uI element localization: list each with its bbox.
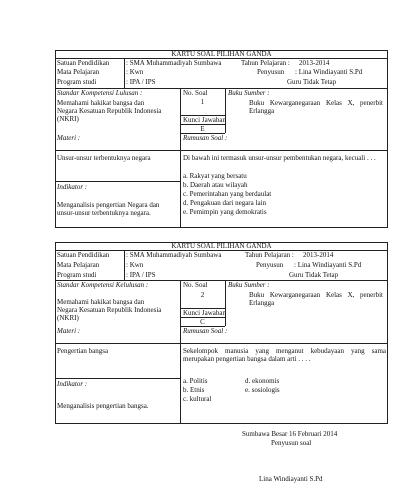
program-value: : IPA / IPS [126,271,156,279]
year-label: Tahun Pelajaran : [241,59,290,67]
teacher-role: Guru Tidak Tetap [287,78,337,86]
question-text: Sekelompok manusia yang menganut kebudayaan yang sama merupakan pengertian bangsa dalam arti . . . . [183,347,386,363]
option-item: b. Etnis [183,386,205,394]
source-text: Buku Kewarganegaraan Kelas X, penerbit Erlangga [249,291,383,307]
question-number-label: No. Soal [183,89,208,97]
school-value: : SMA Muhammadiyah Sumbawa [126,251,222,259]
option-item: c. kultural [183,395,212,403]
question-text: Di bawah ini termasuk unsur-unsur pembentukan negara, kecuali . . . [183,154,376,162]
competency-text: Memahami hakikat bangsa dan Negara Kesatuan Republik Indonesia (NKRI) [57,298,162,322]
signature-name: Lina Windiayanti S.Pd [259,475,323,483]
material-text: Unsur-unsur terbentuknya negara [57,154,151,162]
subject-value: : Kwn [126,68,144,76]
material-label: Materi : [57,327,81,335]
subject-value: : Kwn [126,261,144,269]
subject-label: Mata Pelajaran [57,261,100,269]
program-label: Program studi [57,78,97,86]
option-item: a. Politis [183,377,208,385]
option-item: b. Daerah atau wilayah [183,181,248,189]
subject-label: Mata Pelajaran [57,68,100,76]
answer-key-label: Kunci Jawaban [183,309,226,317]
school-label: Satuan Pendidikan [57,59,110,67]
competency-label: Standar Kompetensi Kelulusan : [57,281,149,289]
answer-key: C [200,318,205,326]
material-label: Materi : [57,134,81,142]
indicator-label: Indikator : [57,380,88,388]
indicator-text: Menganalisis pengertian Negara dan unsur-unsur terbentuknya negara. [57,201,160,217]
competency-text: Memahami hakikat bangsa dan Negara Kesatuan Republik Indonesia (NKRI) [57,99,162,123]
author-value: : Lina Windiayanti S.Pd [295,68,363,76]
question-label: Rumusan Soal : [183,327,228,335]
source-label: Buku Sumber : [228,89,270,97]
competency-label: Standar Kompetensi Lulusan : [57,89,143,97]
author-value: : Lina Windiayanti S.Pd [294,261,362,269]
option-item: c. Pemerintahan yang berdaulat [183,190,272,198]
question-number: 1 [200,98,205,106]
teacher-role: Guru Tidak Tetap [289,271,339,279]
option-item: d. ekonomis [245,377,280,385]
signature-place-date: Sumbawa Besar 16 Februari 2014 [242,430,338,438]
source-label: Buku Sumber : [228,281,270,289]
question-label: Rumusan Soal : [183,134,228,142]
source-text: Buku Kewarganegaraan Kelas X, penerbit Erlangga [249,99,383,115]
year-label: Tahun Pelajaran : [245,251,294,259]
indicator-label: Indikator : [57,183,88,191]
question-number-label: No. Soal [183,281,208,289]
program-label: Program studi [57,271,97,279]
option-item: e. sosiologis [245,386,280,394]
indicator-text: Menganalisis pengertian bangsa. [57,402,149,410]
school-value: : SMA Muhammadiyah Sumbawa [126,59,222,67]
card-title: KARTU SOAL PILIHAN GANDA [171,242,272,250]
option-item: e. Pemimpin yang demokratis [183,208,267,216]
option-item: a. Rakyat yang bersatu [183,172,247,180]
answer-key-label: Kunci Jawaban [183,116,226,124]
material-text: Pengertian bangsa [57,347,109,355]
school-label: Satuan Pendidikan [57,251,110,259]
author-label: Penyusun [257,68,285,76]
year-value: 2013-2014 [299,59,330,67]
year-value: 2013-2014 [303,251,334,259]
answer-key: E [200,125,205,133]
author-label: Penyusun [256,261,284,269]
signature-role: Penyusun soal [271,439,312,447]
program-value: : IPA / IPS [126,78,156,86]
option-item: d. Pengakuan dari negara lain [183,199,266,207]
card-title: KARTU SOAL PILIHAN GANDA [171,50,272,58]
question-number: 2 [200,291,205,299]
